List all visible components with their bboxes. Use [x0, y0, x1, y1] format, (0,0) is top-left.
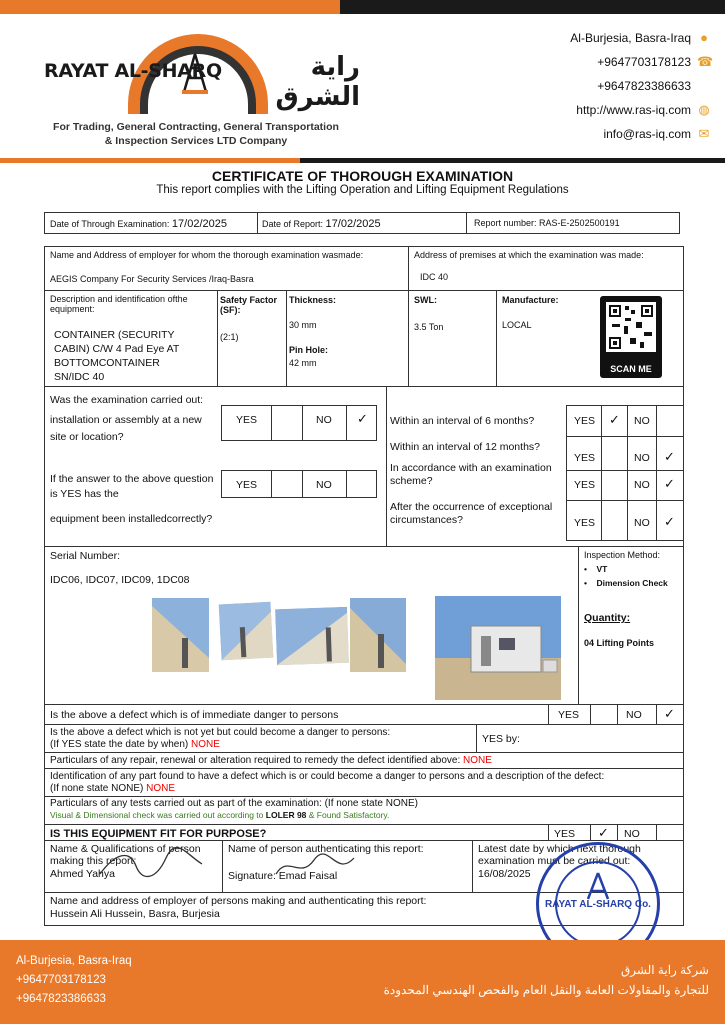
serial-number-label: Serial Number:	[50, 550, 121, 562]
signature-ahmed-icon	[96, 846, 206, 882]
quantity-value: 04 Lifting Points	[584, 638, 655, 648]
contact-address: Al-Burjesia, Basra-Iraq	[570, 31, 691, 45]
next-exam-date: 16/08/2025	[478, 868, 531, 880]
signature-emad-icon	[270, 850, 360, 886]
scheme-no-tick-icon: ✓	[664, 476, 675, 491]
contact-email[interactable]: info@ras-iq.com	[603, 127, 691, 141]
tagline-line-1: For Trading, General Contracting, General Transportation	[53, 121, 339, 133]
exceptional-yes[interactable]: YES	[574, 517, 596, 529]
footer	[0, 940, 725, 1024]
interval-6-yes[interactable]: YES	[574, 415, 596, 427]
swl-value: 3.5 Ton	[414, 322, 444, 332]
interval-12-no[interactable]: NO	[634, 452, 650, 464]
interval-6-no[interactable]: NO	[634, 415, 650, 427]
description-label: Description and identification ofthe equipment:	[50, 294, 188, 314]
exceptional-circumstances: After the occurrence of exceptional circumstances?	[390, 501, 553, 526]
pinhole-value: 42 mm	[289, 358, 317, 368]
footer-phone-1: +9647703178123	[16, 974, 106, 986]
signoff-employer-label: Name and address of employer of persons making and authenticating this report:	[50, 895, 427, 907]
contact-phone-2: +9647823386633	[597, 79, 691, 93]
location-pin-icon: ●	[700, 30, 708, 45]
yes-by-label: YES by:	[482, 733, 520, 745]
report-number: RAS-E-2502500191	[539, 218, 620, 228]
signature-name: Emad Faisal	[278, 870, 338, 882]
next-exam-label: Latest date by which next thorough examination must be carried out:	[478, 843, 641, 867]
exceptional-no-tick-icon: ✓	[664, 514, 675, 529]
exam-question-1: Was the examination carried out:	[50, 394, 204, 406]
inspection-method-label: Inspection Method:	[584, 550, 661, 560]
authenticating-person-label: Name of person authenticating this report:	[228, 843, 424, 855]
immediate-danger-question: Is the above a defect which is of immediate danger to persons	[50, 709, 339, 721]
defect-identification: Identification of any part found to have a defect which is or could become a danger to persons and a description of the defect: (If none state NONE) NONE	[50, 771, 605, 794]
oil-rig-icon	[180, 52, 210, 94]
inspection-photo-3	[275, 607, 349, 665]
certificate-title: CERTIFICATE OF THOROUGH EXAMINATION	[211, 168, 514, 184]
globe-icon: ◍	[698, 102, 710, 117]
serial-number-value: IDC06, IDC07, IDC09, 1DC08	[50, 574, 190, 586]
scan-me-label: SCAN ME	[610, 364, 652, 374]
method-vt: VT	[596, 564, 608, 574]
tests-particulars: Particulars of any tests carried out as part of the examination: (If none state NONE)	[50, 798, 418, 809]
repair-particulars: Particulars of any repair, renewal or alteration required to remedy the defect identified above: NONE	[50, 755, 492, 766]
fit-no[interactable]: NO	[624, 828, 640, 840]
certificate-subtitle: This report complies with the Lifting Operation and Lifting Equipment Regulations	[156, 184, 569, 196]
future-danger-question: Is the above a defect which is not yet but could become a danger to persons: (If YES state the date by when) NONE	[50, 727, 391, 750]
pinhole-label: Pin Hole:	[289, 345, 329, 355]
footer-arabic-line-2: للتجارة والمقاولات العامة والنقل العام والفحص الهندسي المحدودة	[383, 983, 709, 997]
immediate-no[interactable]: NO	[626, 709, 642, 721]
report-number-label: Report number:	[474, 218, 537, 228]
manufacture-label: Manufacture:	[502, 295, 559, 305]
exam-question-1a: installation or assembly at a new site or location?	[50, 414, 202, 443]
thickness-value: 30 mm	[289, 320, 317, 330]
tests-result: Visual & Dimensional check was carried out according to LOLER 98 & Found Satisfactory.	[50, 810, 390, 820]
fit-for-purpose-question: IS THIS EQUIPMENT FIT FOR PURPOSE?	[50, 828, 267, 840]
footer-phone-2: +9647823386633	[16, 993, 106, 1005]
contact-phone-1: +9647703178123	[597, 55, 691, 69]
employer-label: Name and Address of employer for whom the thorough examination wasmade:	[50, 250, 364, 260]
q1-yes[interactable]: YES	[236, 414, 258, 426]
signoff-employer-value: Hussein Ali Hussein, Basra, Burjesia	[50, 908, 220, 920]
qr-pattern-icon	[600, 296, 662, 356]
method-dimension-check: Dimension Check	[596, 578, 668, 588]
q1-no-tick-icon: ✓	[357, 411, 368, 426]
footer-contact	[16, 952, 132, 1009]
q2-no[interactable]: NO	[316, 479, 332, 491]
phone-icon: ☎	[697, 54, 714, 69]
future-danger-none: NONE	[191, 739, 220, 750]
q1-no[interactable]: NO	[316, 414, 332, 426]
contact-block	[570, 26, 714, 146]
premises-value: IDC 40	[420, 272, 449, 282]
mail-icon: ✉	[698, 126, 710, 141]
company-name-ar: راية الشرق	[275, 52, 360, 112]
fit-yes[interactable]: YES	[554, 828, 576, 840]
top-bar	[0, 0, 725, 14]
footer-address: Al-Burjesia, Basra-Iraq	[16, 955, 132, 967]
signature-field: Signature: Emad Faisal	[228, 870, 338, 882]
stamp-rig-icon	[583, 871, 613, 901]
premises-label: Address of premises at which the examination was made:	[414, 250, 644, 260]
footer-arabic-line-1: شركة راية الشرق	[620, 963, 709, 977]
interval-12-months: Within an interval of 12 months?	[390, 441, 540, 453]
description-value: CONTAINER (SECURITY CABIN) C/W 4 Pad Eye AT BOTTOMCONTAINER SN/IDC 40	[54, 329, 180, 383]
qr-code[interactable]	[600, 296, 662, 378]
inspection-methods: • VT • Dimension Check	[584, 564, 668, 588]
employer-value: AEGIS Company For Security Services /Iraq-Basra	[50, 274, 254, 284]
contact-website[interactable]: http://www.ras-iq.com	[576, 103, 691, 117]
exam-question-2b: equipment been installedcorrectly?	[50, 513, 213, 525]
footer-arabic	[384, 960, 709, 1000]
report-date-label: Date of Report:	[262, 219, 324, 229]
scheme-no[interactable]: NO	[634, 479, 650, 491]
thickness-label: Thickness:	[289, 295, 337, 305]
immediate-yes[interactable]: YES	[558, 709, 580, 721]
company-logo	[40, 34, 360, 154]
inspection-photo-2	[219, 602, 274, 661]
safety-factor-value: (2:1)	[220, 332, 239, 342]
exam-date: 17/02/2025	[171, 218, 227, 230]
company-tagline	[46, 120, 346, 148]
inspection-photo-1	[152, 598, 209, 672]
interval-12-yes[interactable]: YES	[574, 452, 596, 464]
interval-12-no-tick-icon: ✓	[664, 449, 675, 464]
q2-yes[interactable]: YES	[236, 479, 258, 491]
examination-scheme: In accordance with an examination scheme?	[390, 462, 552, 487]
manufacture-value: LOCAL	[502, 320, 532, 330]
container-photo	[435, 596, 561, 700]
exam-question-2: If the answer to the above question is YES has the	[50, 473, 214, 500]
company-name-en: RAYAT AL-SHARQ	[44, 60, 222, 82]
tagline-line-2: & Inspection Services LTD Company	[104, 135, 288, 147]
inspection-photo-4	[350, 598, 406, 672]
exceptional-no[interactable]: NO	[634, 517, 650, 529]
interval-6-yes-tick-icon: ✓	[609, 412, 620, 427]
header-divider	[0, 158, 725, 163]
immediate-no-tick-icon: ✓	[664, 706, 675, 721]
interval-6-months: Within an interval of 6 months?	[390, 415, 535, 427]
quantity-label: Quantity:	[584, 612, 631, 624]
person-making-report-name: Ahmed Yahya	[50, 868, 115, 880]
exam-date-label: Date of Through Examination:	[50, 219, 170, 229]
stamp-text: RAYAT AL-SHARQ Co.	[545, 899, 651, 910]
swl-label: SWL:	[414, 295, 437, 305]
fit-yes-tick-icon: ✓	[598, 825, 609, 840]
scheme-yes[interactable]: YES	[574, 479, 596, 491]
person-making-report-label: Name & Qualifications of person making this report:	[50, 843, 201, 867]
safety-factor-label: Safety Factor (SF):	[220, 295, 278, 315]
report-date: 17/02/2025	[325, 218, 381, 230]
